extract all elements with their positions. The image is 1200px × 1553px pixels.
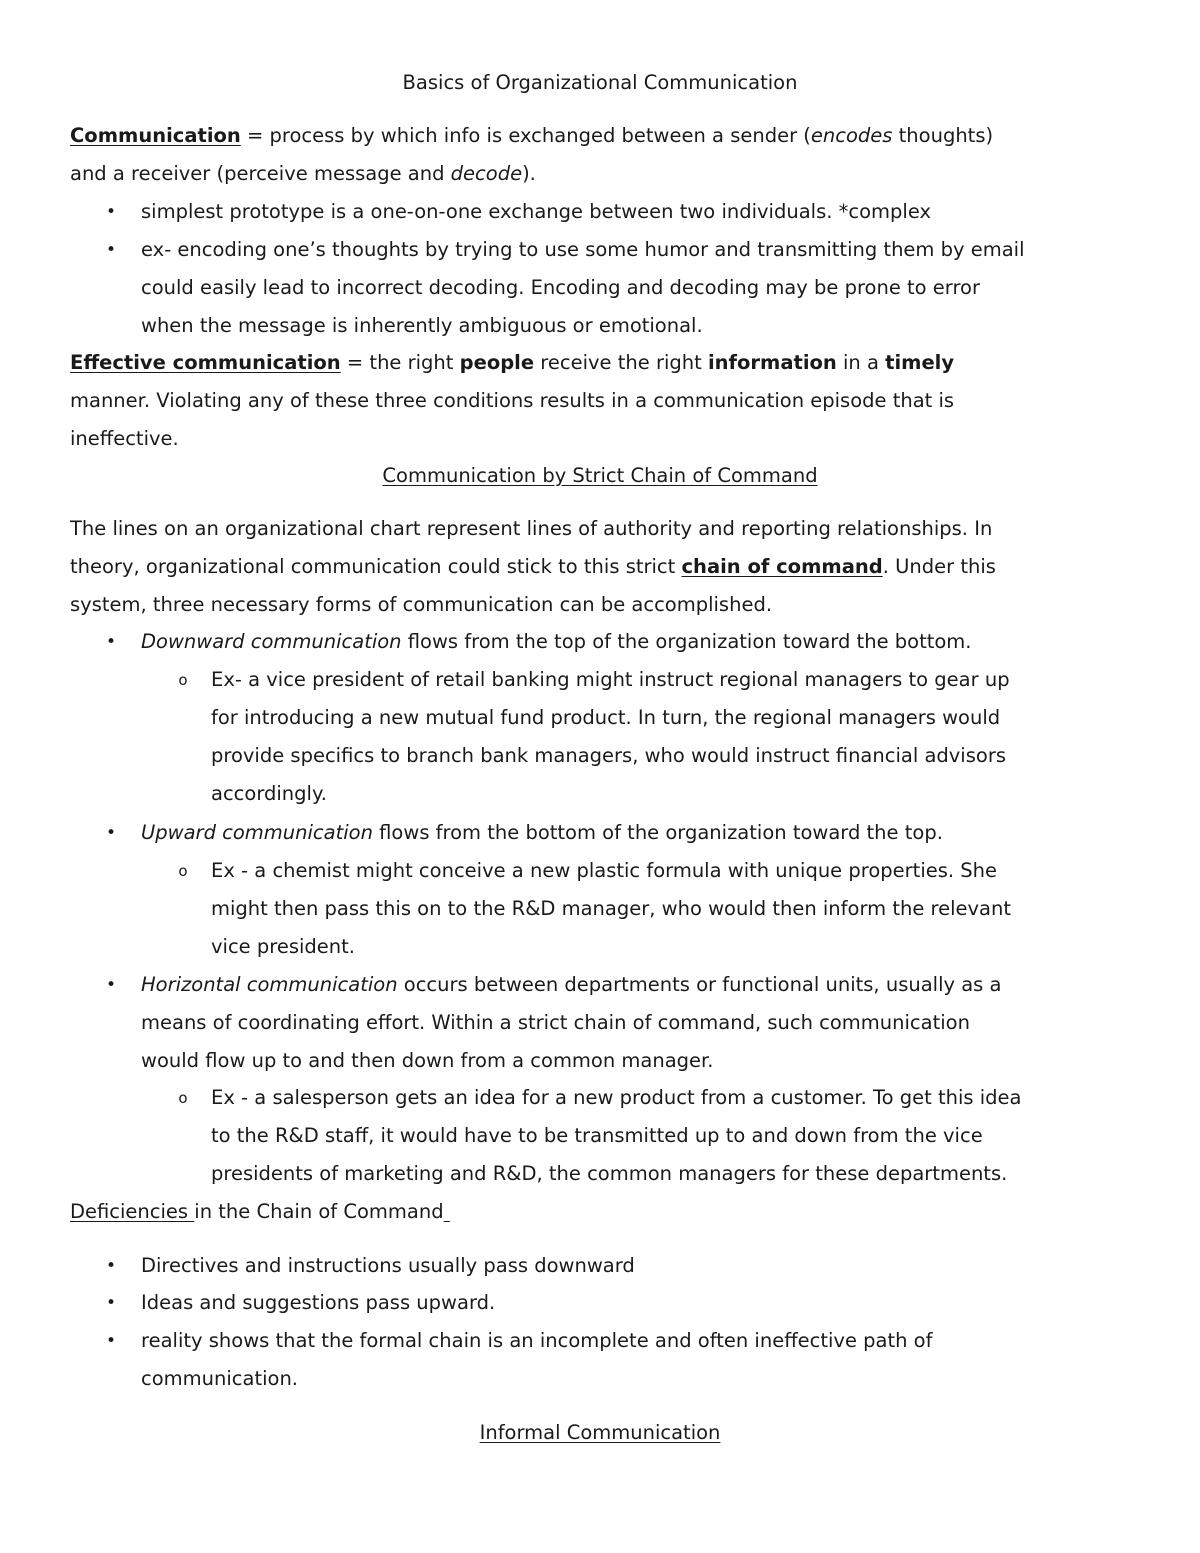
bullet-icon: • (105, 975, 117, 995)
section-heading: Informal Communication (479, 1421, 721, 1444)
sub-bullet-icon: o (178, 671, 188, 689)
list-item: simplest prototype is a one-on-one exchange between two individuals. *complex (141, 200, 932, 223)
bullet-icon: • (105, 1331, 117, 1351)
deficiencies-heading: Deficiencies in the Chain of Command (70, 1200, 444, 1223)
bullet-icon: • (105, 202, 117, 222)
section-heading: Communication by Strict Chain of Command (382, 464, 818, 487)
list-item-downward: Downward communication flows from the top of the organization toward the bottom. (141, 630, 972, 653)
list-item: Ideas and suggestions pass upward. (141, 1291, 496, 1314)
sub-list-item: Ex - a chemist might conceive a new plastic formula with unique properties. She might then pass this on to the R&D manager, who would then inform the relevant vice president. (211, 859, 1012, 958)
effective-communication-term: Effective communication (70, 351, 341, 374)
chain-of-command-term: chain of command (681, 555, 883, 578)
sub-list-item: Ex - a salesperson gets an idea for a new product from a customer. To get this idea to the R&D staff, it would have to be transmitted up to and down from the vice presidents of marketing and R&D, the common managers for these departments. (211, 1086, 1022, 1185)
list-item: Directives and instructions usually pass downward (141, 1254, 635, 1277)
bullet-icon: • (105, 823, 117, 843)
bullet-icon: • (105, 1293, 117, 1313)
chain-of-command-paragraph: The lines on an organizational chart represent lines of authority and reporting relationships. In theory, organizational communication could stick to this strict chain of command. Under this system, three necessary forms of communication can be accomplished. (70, 517, 996, 616)
sub-bullet-icon: o (178, 1089, 188, 1107)
list-item-upward: Upward communication flows from the bottom of the organization toward the top. (141, 821, 943, 844)
list-item: ex- encoding one’s thoughts by trying to use some humor and transmitting them by email could easily lead to incorrect decoding. Encoding and decoding may be prone to error when the message is inherently ambiguous or emotional. (141, 238, 1025, 337)
sub-bullet-icon: o (178, 862, 188, 880)
bullet-icon: • (105, 632, 117, 652)
communication-definition: Communication = process by which info is exchanged between a sender (encodes thoughts) and a receiver (perceive message and decode). (70, 124, 994, 185)
list-item: reality shows that the formal chain is an incomplete and often ineffective path of communication. (141, 1329, 933, 1390)
communication-term: Communication (70, 124, 241, 147)
bullet-icon: • (105, 1256, 117, 1276)
sub-list-item: Ex- a vice president of retail banking might instruct regional managers to gear up for introducing a new mutual fund product. In turn, the regional managers would provide specifics to branch bank managers, who would instruct financial advisors accordingly. (211, 668, 1010, 805)
page-title: Basics of Organizational Communication (402, 71, 798, 94)
effective-communication-definition: Effective communication = the right people receive the right information in a timely manner. Violating any of these three conditions results in a communication episode that is ineffective. (70, 351, 955, 450)
list-item-horizontal: Horizontal communication occurs between departments or functional units, usually as a means of coordinating effort. Within a strict chain of command, such communication would flow up to and then down from a common manager. (141, 973, 1002, 1072)
bullet-icon: • (105, 240, 117, 260)
